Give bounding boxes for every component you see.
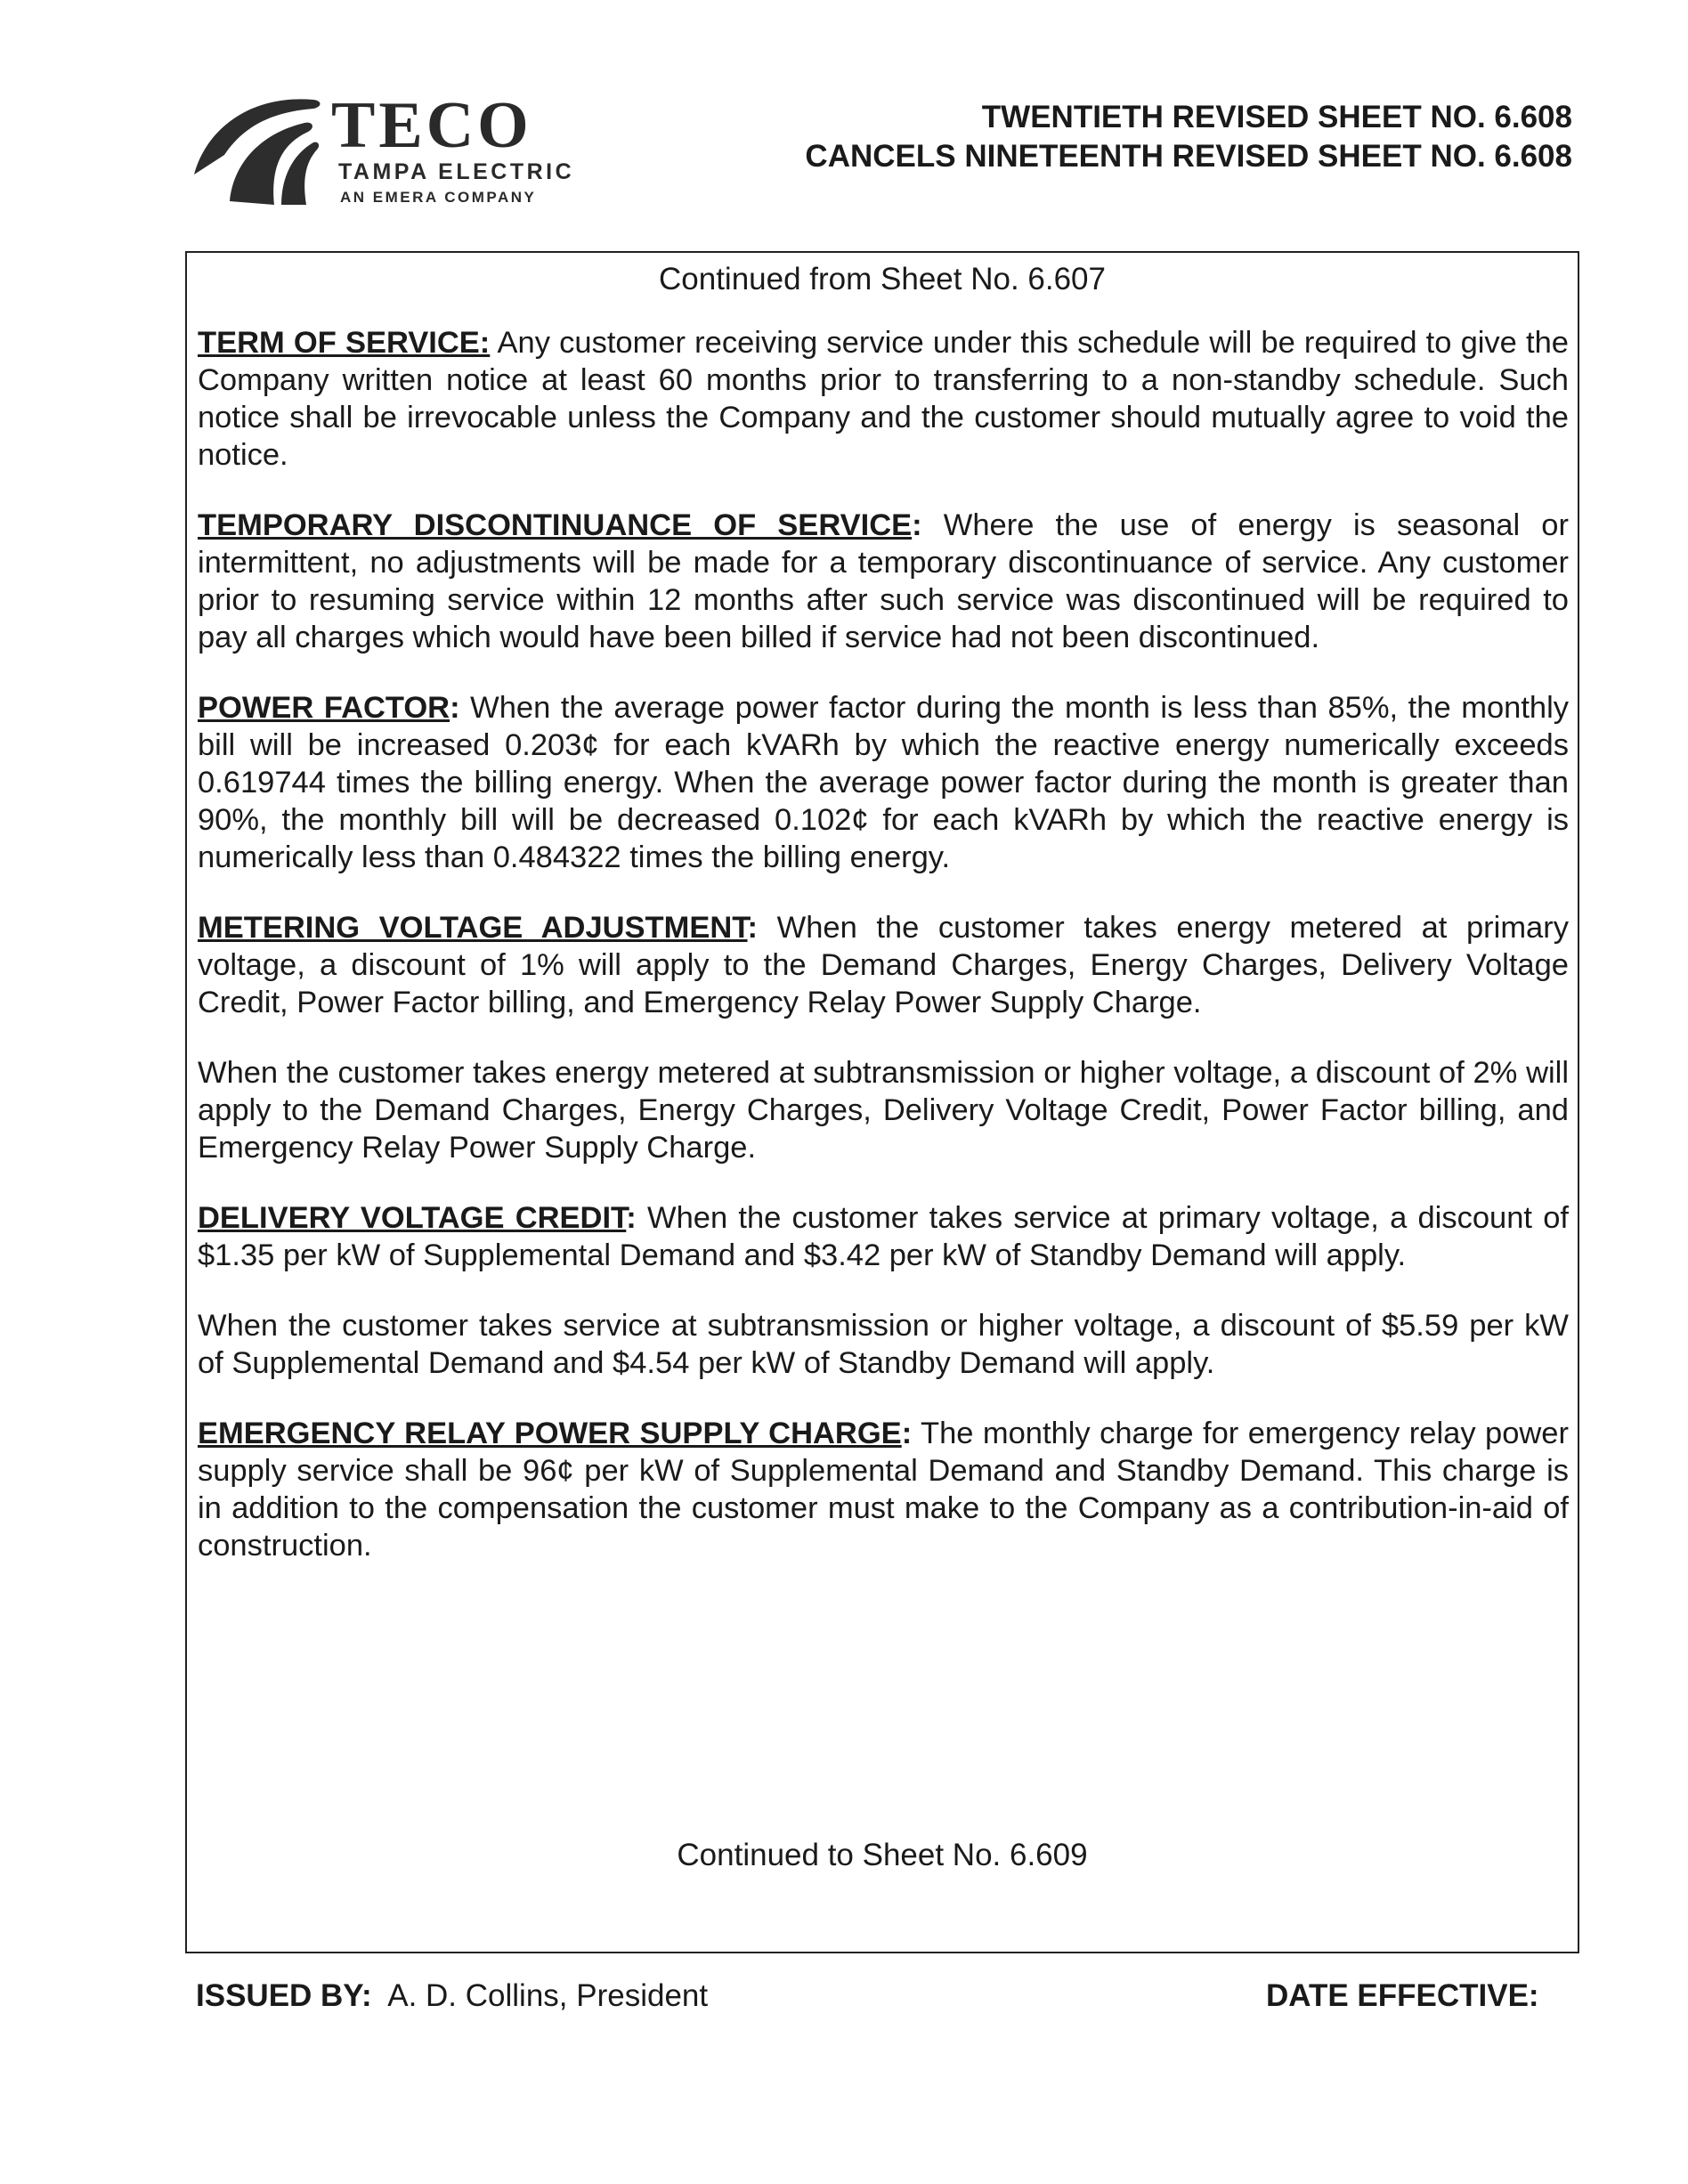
teco-swoosh-icon: [189, 93, 322, 208]
issued-by-label: ISSUED BY:: [196, 1978, 372, 2013]
section-temporary-discontinuance: TEMPORARY DISCONTINUANCE OF SERVICE: Where the use of energy is seasonal or intermittent, no adjustments will be made for a temporary discontinuance of service. Any customer prior to resuming service within 12 months after such service was discontinued will be required to pay all charges which would have been billed if service had not been discontinued.: [198, 508, 1569, 654]
section-heading: DELIVERY VOLTAGE CREDIT: [198, 1201, 627, 1235]
issued-by: [196, 1977, 708, 2016]
section-text: When the customer takes service at subtransmission or higher voltage, a discount of $5.59 per kW of Supplemental Demand and $4.54 per kW of Standby Demand will apply.: [198, 1309, 1569, 1380]
section-text: When the customer takes energy metered at subtransmission or higher voltage, a discount of 2% will apply to the Demand Charges, Energy Charges, Delivery Voltage Credit, Power Factor billing, and Emergency Relay Power Supply Charge.: [198, 1056, 1569, 1165]
section-metering-voltage-adjustment: METERING VOLTAGE ADJUSTMENT: When the customer takes energy metered at primary voltage, a discount of 1% will apply to the Demand Charges, Energy Charges, Delivery Voltage Credit, Power Factor billing, and Emergency Relay Power Supply Charge.: [198, 911, 1569, 1019]
section-heading: TERM OF SERVICE:: [198, 326, 491, 360]
section-text: Where the use of energy is seasonal or intermittent, no adjustments will be made for a temporary discontinuance of service. Any customer prior to resuming service within 12 months after such service was discontinued will be required to pay all charges which would have been billed if service had not been discontinued.: [198, 508, 1569, 654]
section-text: Any customer receiving service under this schedule will be required to give the Company written notice at least 60 months prior to transferring to a non-standby schedule. Such notice shall be irrevocable unless the Company and the customer should mutually agree to void the notice.: [198, 326, 1569, 472]
continued-from: Continued from Sheet No. 6.607: [659, 262, 1106, 296]
section-heading: TEMPORARY DISCONTINUANCE OF SERVICE: [198, 508, 913, 542]
section-term-of-service: [198, 324, 1569, 474]
logo-subtitle: TAMPA ELECTRIC: [338, 159, 575, 184]
issued-by-value: A. D. Collins, President: [371, 1978, 709, 2013]
section-text: When the customer takes service at primary voltage, a discount of $1.35 per kW of Supplemental Demand and $3.42 per kW of Standby Demand will apply.: [198, 1201, 1569, 1272]
section-text: When the average power factor during the month is less than 85%, the monthly bill will be increased 0.203¢ for each kVARh by which the reactive energy numerically exceeds 0.619744 times the billing energy. When the average power factor during the month is greater than 90%, the monthly bill will be decreased 0.102¢ for each kVARh by which the reactive energy is numerically less than 0.484322 times the billing energy.: [198, 691, 1570, 874]
continued-to: Continued to Sheet No. 6.609: [677, 1838, 1088, 1872]
cancels-sheet-number: CANCELS NINETEENTH REVISED SHEET NO. 6.608: [805, 139, 1572, 174]
section-text: When the customer takes energy metered at primary voltage, a discount of 1% will apply to the Demand Charges, Energy Charges, Delivery Voltage Credit, Power Factor billing, and Emergency Relay Power Supply Charge.: [198, 911, 1569, 1019]
section-delivery-voltage-subtransmission: [198, 1307, 1569, 1382]
section-text: The monthly charge for emergency relay power supply service shall be 96¢ per kW of Supplemental Demand and Standby Demand. This charge is in addition to the compensation the customer must make to the Company as a contribution-in-aid of construction.: [198, 1417, 1569, 1563]
logo-brand: TECO: [331, 89, 532, 162]
section-metering-voltage-subtransmission: [198, 1054, 1569, 1166]
sheet-number: TWENTIETH REVISED SHEET NO. 6.608: [981, 100, 1572, 134]
section-heading: POWER FACTOR: [198, 691, 450, 725]
logo-tagline: AN EMERA COMPANY: [340, 189, 537, 206]
section-emergency-relay-charge: EMERGENCY RELAY POWER SUPPLY CHARGE: The monthly charge for emergency relay power supply service shall be 96¢ per kW of Supplemental Demand and Standby Demand. This charge is in addition to the compensation the customer must make to the Company as a contribution-in-aid of construction.: [198, 1417, 1569, 1563]
section-heading: METERING VOLTAGE ADJUSTMENT: [198, 911, 748, 945]
section-power-factor: POWER FACTOR: When the average power factor during the month is less than 85%, the monthly bill will be increased 0.203¢ for each kVARh by which the reactive energy numerically exceeds 0.619744 times the billing energy. When the average power factor during the month is greater than 90%, the monthly bill will be decreased 0.102¢ for each kVARh by which the reactive energy is numerically less than 0.484322 times the billing energy.: [198, 691, 1570, 874]
sheet-header: [805, 98, 1572, 176]
teco-logo: [189, 89, 634, 208]
date-effective-label: DATE EFFECTIVE:: [1266, 1978, 1539, 2013]
section-delivery-voltage-credit: DELIVERY VOLTAGE CREDIT: When the customer takes service at primary voltage, a discount of $1.35 per kW of Supplemental Demand and $3.42 per kW of Standby Demand will apply.: [198, 1201, 1569, 1272]
section-heading: EMERGENCY RELAY POWER SUPPLY CHARGE: [198, 1417, 902, 1450]
tariff-body: [198, 324, 1569, 1597]
tariff-frame: [185, 251, 1579, 1953]
date-effective: [1266, 1977, 1539, 2016]
